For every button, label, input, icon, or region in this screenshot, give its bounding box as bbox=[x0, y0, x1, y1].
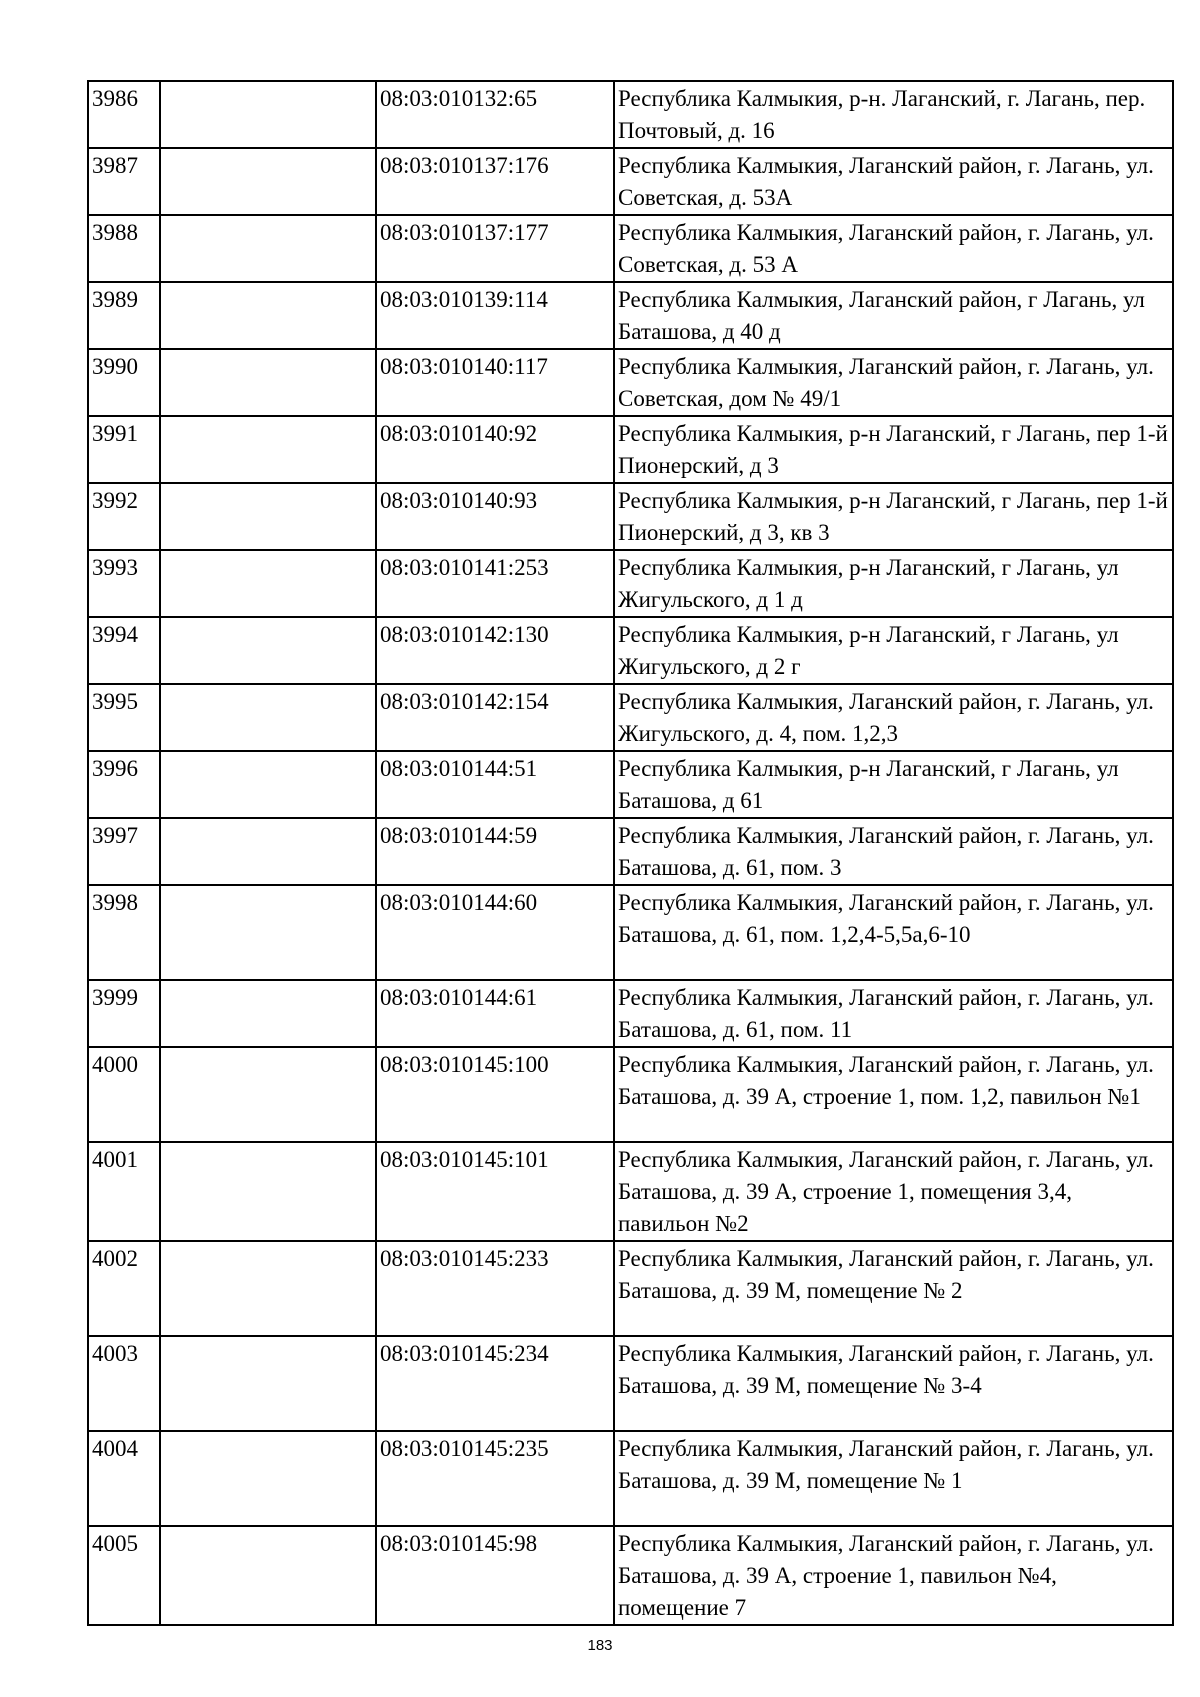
empty-cell bbox=[160, 751, 376, 818]
address: Республика Калмыкия, Лаганский район, г. Лагань, ул. Баташова, д. 61, пом. 3 bbox=[614, 818, 1173, 885]
table-row bbox=[88, 282, 1173, 349]
row-number: 3997 bbox=[88, 818, 160, 885]
address: Республика Калмыкия, Лаганский район, г. Лагань, ул. Жигульского, д. 4, пом. 1,2,3 bbox=[614, 684, 1173, 751]
cadastral-number: 08:03:010132:65 bbox=[376, 81, 614, 148]
cadastral-number: 08:03:010137:176 bbox=[376, 148, 614, 215]
address: Республика Калмыкия, Лаганский район, г. Лагань, ул. Баташова, д. 39 М, помещение № 3-4 bbox=[614, 1336, 1173, 1431]
cadastral-number: 08:03:010144:60 bbox=[376, 885, 614, 980]
row-number: 4002 bbox=[88, 1241, 160, 1336]
empty-cell bbox=[160, 148, 376, 215]
table-row bbox=[88, 1526, 1173, 1625]
cadastral-number: 08:03:010145:98 bbox=[376, 1526, 614, 1625]
row-number: 3995 bbox=[88, 684, 160, 751]
empty-cell bbox=[160, 1241, 376, 1336]
empty-cell bbox=[160, 81, 376, 148]
cadastral-number: 08:03:010144:51 bbox=[376, 751, 614, 818]
cadastral-number: 08:03:010145:100 bbox=[376, 1047, 614, 1142]
row-number: 3988 bbox=[88, 215, 160, 282]
address: Республика Калмыкия, Лаганский район, г. Лагань, ул. Баташова, д. 61, пом. 11 bbox=[614, 980, 1173, 1047]
empty-cell bbox=[160, 416, 376, 483]
table-row bbox=[88, 684, 1173, 751]
empty-cell bbox=[160, 684, 376, 751]
empty-cell bbox=[160, 1526, 376, 1625]
table-row bbox=[88, 1336, 1173, 1431]
row-number: 3989 bbox=[88, 282, 160, 349]
empty-cell bbox=[160, 550, 376, 617]
cadastral-number: 08:03:010140:92 bbox=[376, 416, 614, 483]
address: Республика Калмыкия, р-н Лаганский, г Лагань, ул Жигульского, д 1 д bbox=[614, 550, 1173, 617]
row-number: 3990 bbox=[88, 349, 160, 416]
cadastral-number: 08:03:010141:253 bbox=[376, 550, 614, 617]
cadastral-number: 08:03:010142:130 bbox=[376, 617, 614, 684]
empty-cell bbox=[160, 483, 376, 550]
address: Республика Калмыкия, Лаганский район, г. Лагань, ул. Советская, д. 53А bbox=[614, 148, 1173, 215]
page-number: 183 bbox=[587, 1637, 613, 1654]
table-row bbox=[88, 416, 1173, 483]
empty-cell bbox=[160, 1047, 376, 1142]
cadastral-number: 08:03:010137:177 bbox=[376, 215, 614, 282]
cadastral-number: 08:03:010144:61 bbox=[376, 980, 614, 1047]
cadastral-number: 08:03:010142:154 bbox=[376, 684, 614, 751]
address: Республика Калмыкия, Лаганский район, г. Лагань, ул. Баташова, д. 39 А, строение 1, павильон №4, помещение 7 bbox=[614, 1526, 1173, 1625]
cadastral-number: 08:03:010140:93 bbox=[376, 483, 614, 550]
table-row bbox=[88, 617, 1173, 684]
row-number: 3996 bbox=[88, 751, 160, 818]
cadastral-number: 08:03:010145:233 bbox=[376, 1241, 614, 1336]
empty-cell bbox=[160, 885, 376, 980]
cadastral-number: 08:03:010145:101 bbox=[376, 1142, 614, 1241]
cadastral-number: 08:03:010144:59 bbox=[376, 818, 614, 885]
table-row bbox=[88, 818, 1173, 885]
empty-cell bbox=[160, 980, 376, 1047]
row-number: 3987 bbox=[88, 148, 160, 215]
table-row bbox=[88, 550, 1173, 617]
property-registry-table bbox=[87, 80, 1174, 1626]
row-number: 3998 bbox=[88, 885, 160, 980]
cadastral-number: 08:03:010145:235 bbox=[376, 1431, 614, 1526]
empty-cell bbox=[160, 215, 376, 282]
address: Республика Калмыкия, Лаганский район, г. Лагань, ул. Советская, дом № 49/1 bbox=[614, 349, 1173, 416]
row-number: 4000 bbox=[88, 1047, 160, 1142]
table-row bbox=[88, 1241, 1173, 1336]
row-number: 3999 bbox=[88, 980, 160, 1047]
row-number: 3992 bbox=[88, 483, 160, 550]
row-number: 3993 bbox=[88, 550, 160, 617]
table-row bbox=[88, 349, 1173, 416]
table-row bbox=[88, 1047, 1173, 1142]
row-number: 4003 bbox=[88, 1336, 160, 1431]
table-row bbox=[88, 980, 1173, 1047]
empty-cell bbox=[160, 1142, 376, 1241]
address: Республика Калмыкия, р-н. Лаганский, г. Лагань, пер. Почтовый, д. 16 bbox=[614, 81, 1173, 148]
address: Республика Калмыкия, Лаганский район, г. Лагань, ул. Баташова, д. 39 А, строение 1, пом. 1,2, павильон №1 bbox=[614, 1047, 1173, 1142]
row-number: 3994 bbox=[88, 617, 160, 684]
address: Республика Калмыкия, Лаганский район, г. Лагань, ул. Советская, д. 53 А bbox=[614, 215, 1173, 282]
table-row bbox=[88, 148, 1173, 215]
empty-cell bbox=[160, 818, 376, 885]
address: Республика Калмыкия, р-н Лаганский, г Лагань, пер 1-й Пионерский, д 3, кв 3 bbox=[614, 483, 1173, 550]
address: Республика Калмыкия, Лаганский район, г Лагань, ул Баташова, д 40 д bbox=[614, 282, 1173, 349]
empty-cell bbox=[160, 617, 376, 684]
row-number: 3986 bbox=[88, 81, 160, 148]
row-number: 4001 bbox=[88, 1142, 160, 1241]
cadastral-number: 08:03:010139:114 bbox=[376, 282, 614, 349]
address: Республика Калмыкия, р-н Лаганский, г Лагань, ул Баташова, д 61 bbox=[614, 751, 1173, 818]
address: Республика Калмыкия, Лаганский район, г. Лагань, ул. Баташова, д. 39 А, строение 1, помещения 3,4, павильон №2 bbox=[614, 1142, 1173, 1241]
table-row bbox=[88, 483, 1173, 550]
row-number: 3991 bbox=[88, 416, 160, 483]
table-row bbox=[88, 885, 1173, 980]
empty-cell bbox=[160, 1336, 376, 1431]
cadastral-number: 08:03:010145:234 bbox=[376, 1336, 614, 1431]
empty-cell bbox=[160, 1431, 376, 1526]
table-row bbox=[88, 751, 1173, 818]
table-row bbox=[88, 1431, 1173, 1526]
row-number: 4004 bbox=[88, 1431, 160, 1526]
empty-cell bbox=[160, 282, 376, 349]
address: Республика Калмыкия, Лаганский район, г. Лагань, ул. Баташова, д. 61, пом. 1,2,4-5,5а,6-10 bbox=[614, 885, 1173, 980]
table-row bbox=[88, 1142, 1173, 1241]
address: Республика Калмыкия, р-н Лаганский, г Лагань, ул Жигульского, д 2 г bbox=[614, 617, 1173, 684]
address: Республика Калмыкия, Лаганский район, г. Лагань, ул. Баташова, д. 39 М, помещение № 2 bbox=[614, 1241, 1173, 1336]
address: Республика Калмыкия, р-н Лаганский, г Лагань, пер 1-й Пионерский, д 3 bbox=[614, 416, 1173, 483]
cadastral-number: 08:03:010140:117 bbox=[376, 349, 614, 416]
table-row bbox=[88, 81, 1173, 148]
table-row bbox=[88, 215, 1173, 282]
address: Республика Калмыкия, Лаганский район, г. Лагань, ул. Баташова, д. 39 М, помещение № 1 bbox=[614, 1431, 1173, 1526]
empty-cell bbox=[160, 349, 376, 416]
row-number: 4005 bbox=[88, 1526, 160, 1625]
